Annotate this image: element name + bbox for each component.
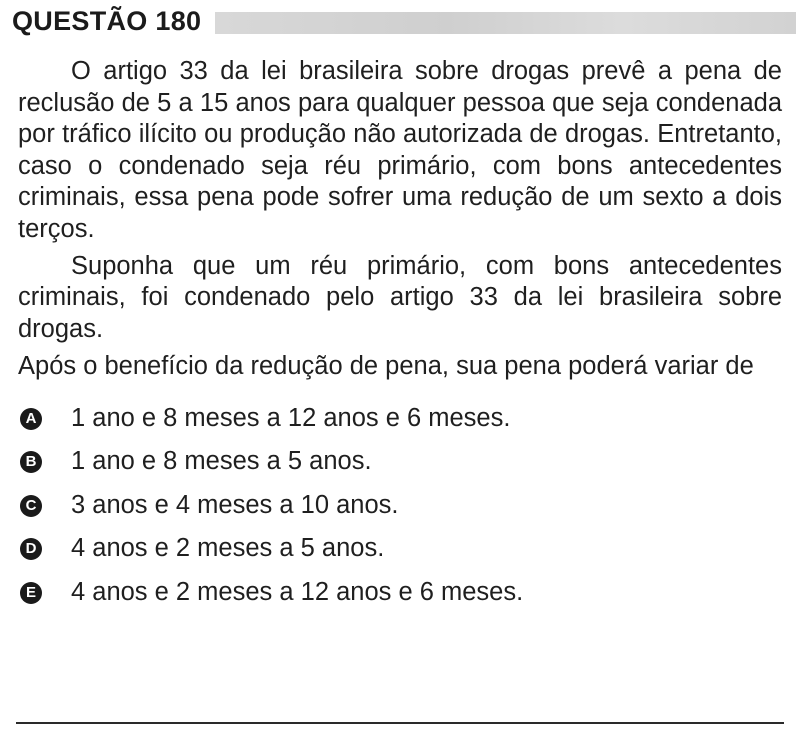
option-letter-d: D [20, 538, 42, 560]
option-letter-a: A [20, 408, 42, 430]
option-text-c: 3 anos e 4 meses a 10 anos. [71, 490, 399, 519]
option-text-e: 4 anos e 2 meses a 12 anos e 6 meses. [71, 577, 524, 606]
title-bar [215, 12, 796, 34]
option-c[interactable] [18, 484, 782, 528]
option-e[interactable] [18, 571, 782, 615]
question-header [12, 2, 796, 40]
question-title: QUESTÃO 180 [12, 5, 202, 36]
option-letter-b: B [20, 451, 42, 473]
question-prompt: Após o benefício da redução de pena, sua pena poderá variar de [18, 352, 754, 381]
statement-paragraph-1: O artigo 33 da lei brasileira sobre drogas prevê a pena de reclusão de 5 a 15 anos para qualquer pessoa que seja condenada por tráfico ilícito ou produção não autorizada de drogas. Entretanto, caso o condenado seja réu primário, com bons antecedentes criminais, essa pena pode sofrer uma redução de um sexto a dois terços. [18, 57, 782, 243]
option-b[interactable] [18, 440, 782, 484]
option-letter-e: E [20, 582, 42, 604]
bottom-divider [16, 722, 784, 724]
option-d[interactable] [18, 527, 782, 571]
option-text-d: 4 anos e 2 meses a 5 anos. [71, 534, 385, 563]
question-body [18, 56, 782, 614]
answer-options [18, 397, 782, 615]
option-text-b: 1 ano e 8 meses a 5 anos. [71, 447, 372, 476]
statement-paragraph-2: Suponha que um réu primário, com bons antecedentes criminais, foi condenado pelo artigo 33 da lei brasileira sobre drogas. [18, 251, 782, 343]
option-a[interactable] [18, 397, 782, 441]
option-letter-c: C [20, 495, 42, 517]
option-text-a: 1 ano e 8 meses a 12 anos e 6 meses. [71, 403, 511, 432]
